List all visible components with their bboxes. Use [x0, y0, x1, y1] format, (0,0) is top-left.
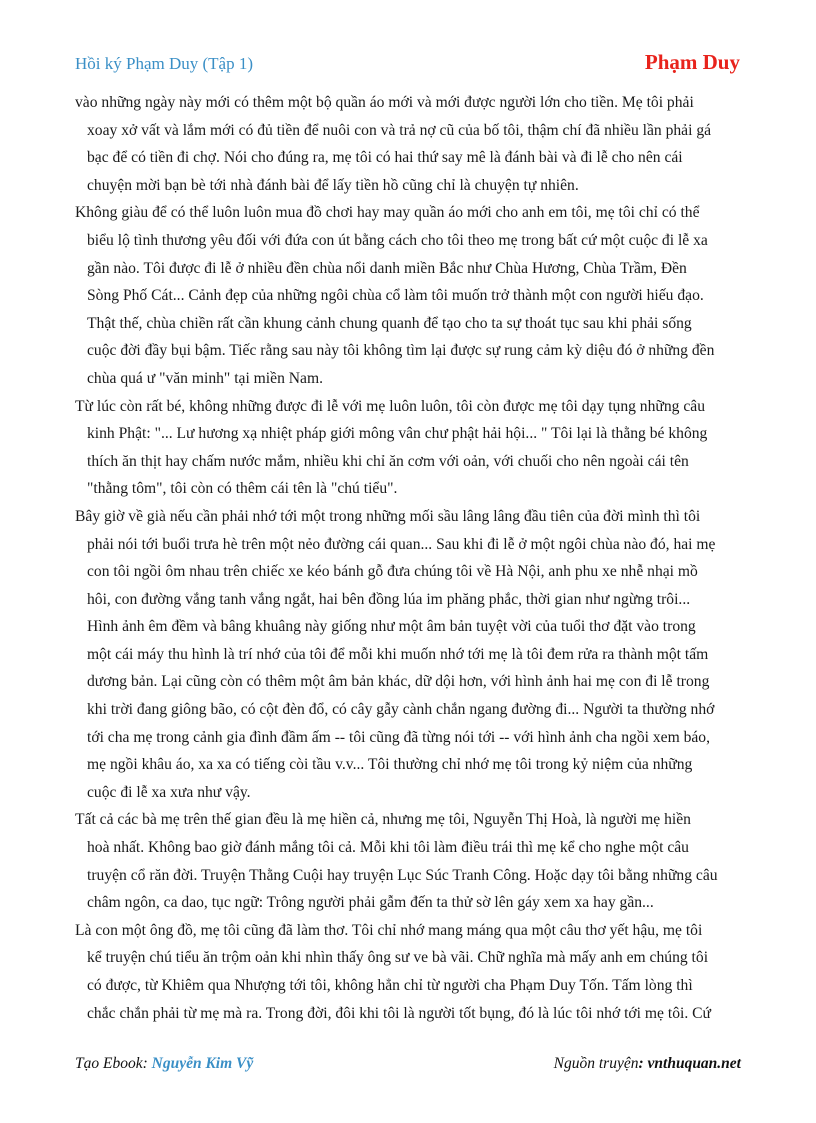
- text-line: Thật thế, chùa chiền rất cần khung cảnh chung quanh để tạo cho ta sự thoát tục sau khi phải sống: [87, 314, 692, 332]
- text-line: khi trời đang giông bão, có cột đèn đổ, có cây gẫy cành chắn ngang đường đi... Người ta thường nhớ: [87, 701, 715, 719]
- text-line: kể truyện chú tiểu ăn trộm oản khi nhìn thấy ông sư ve bà vãi. Chữ nghĩa mà mấy anh em chúng tôi: [87, 949, 709, 967]
- text-line: Sòng Phố Cát... Cảnh đẹp của những ngôi chùa cổ làm tôi muốn trở thành một con người hiếu đạo.: [87, 287, 704, 305]
- text-line: Từ lúc còn rất bé, không những được đi lễ với mẹ luôn luôn, tôi còn được mẹ tôi dạy tụng những câu: [75, 397, 705, 415]
- page-header: [75, 50, 740, 76]
- text-line: Tất cả các bà mẹ trên thế gian đều là mẹ hiền cả, nhưng mẹ tôi, Nguyễn Thị Hoà, là người mẹ hiền: [75, 811, 691, 829]
- text-line: xoay xở vất và lắm mới có đủ tiền để nuôi con và trả nợ cũ của bố tôi, thậm chí đã nhiều lần phải gá: [87, 121, 712, 139]
- paragraph: [75, 503, 741, 807]
- ebook-label: Tạo Ebook: [75, 1055, 143, 1072]
- text-line: vào những ngày này mới có thêm một bộ quần áo mới và mới được người lớn cho tiền. Mẹ tôi phải: [75, 94, 694, 111]
- source-site: vnthuquan.net: [647, 1055, 741, 1072]
- text-line: Bây giờ về già nếu cần phải nhớ tới một trong những mối sầu lâng lâng đầu tiên của đời mình thì tôi: [75, 507, 701, 525]
- text-line: mẹ ngồi khâu áo, xa xa có tiếng còi tầu v.v... Tôi thường chỉ nhớ mẹ tôi trong kỷ niệm của những: [87, 756, 693, 774]
- text-line: Là con một ông đồ, mẹ tôi cũng đã làm thơ. Tôi chỉ nhớ mang máng qua một câu thơ yết hậu, mẹ tôi: [75, 921, 703, 939]
- text-line: chắc chắn phải từ mẹ mà ra. Trong đời, đôi khi tôi là người tốt bụng, đó là lúc tôi nhớ tới mẹ tôi. Cứ: [87, 1004, 711, 1022]
- text-line: Không giàu để có thể luôn luôn mua đồ chơi hay may quần áo mới cho anh em tôi, mẹ tôi chỉ có thể: [75, 204, 700, 222]
- body-text: [75, 89, 741, 1027]
- paragraph: [75, 806, 741, 916]
- text-line: chuyện mời bạn bè tới nhà đánh bài để lấy tiền hồ cũng chỉ là chuyện tự nhiên.: [87, 176, 579, 194]
- text-line: bạc để có tiền đi chợ. Nói cho đúng ra, mẹ tôi có hai thứ say mê là đánh bài và đi lễ cho nên cái: [87, 149, 683, 167]
- paragraph: [75, 393, 741, 503]
- text-line: "thằng tôm", tôi còn có thêm cái tên là "chú tiểu".: [87, 480, 398, 498]
- text-line: thích ăn thịt hay chấm nước mắm, nhiều khi chỉ ăn cơm với oản, với chuối cho nên ngoài cái tên: [87, 452, 689, 470]
- text-line: một cái máy thu hình là trí nhớ của tôi để mỗi khi muốn nhớ tới mẹ là tôi đem rửa ra thành một tấm: [87, 645, 709, 663]
- paragraph: [75, 199, 741, 392]
- book-title: Hồi ký Phạm Duy (Tập 1): [75, 54, 254, 73]
- text-line: kinh Phật: "... Lư hương xạ nhiệt pháp giới mông vân chư phật hải hội... " Tôi lại là thằng bé không: [87, 425, 708, 443]
- text-line: cuộc đời đầy bụi bậm. Tiếc rằng sau này tôi không tìm lại được sự rung cảm kỳ diệu đó ở những đền: [87, 342, 715, 360]
- text-line: tới cha mẹ trong cảnh gia đình đầm ấm -- tôi cũng đã từng nói tới -- với hình ảnh cha ngồi xem báo,: [87, 728, 711, 746]
- text-line: chùa quá ư "văn minh" tại miền Nam.: [87, 369, 323, 387]
- text-line: có được, từ Khiêm qua Nhượng tới tôi, không hẳn chỉ từ người cha Phạm Duy Tốn. Tấm lòng thì: [87, 977, 693, 994]
- ebook-credit: Tạo Ebook: Nguyễn Kim Vỹ: [75, 1055, 254, 1072]
- text-line: phải nói tới buổi trưa hè trên một nẻo đường cái quan... Sau khi đi lễ ở một ngôi chùa nào đó, hai mẹ: [87, 535, 716, 553]
- text-line: Hình ảnh êm đềm và bâng khuâng này giống như một âm bản tuyệt vời của tuổi thơ đặt vào trong: [87, 618, 696, 636]
- paragraph: [75, 917, 741, 1027]
- text-line: cuộc đi lễ xa xưa như vậy.: [87, 783, 251, 801]
- text-line: gần nào. Tôi được đi lễ ở nhiều đền chùa nổi danh miền Bắc như Chùa Hương, Chùa Trầm, Đền: [87, 259, 687, 277]
- paragraph: [75, 89, 741, 199]
- book-author: Phạm Duy: [644, 50, 740, 74]
- source-credit: Nguồn truyện: vnthuquan.net: [553, 1055, 741, 1072]
- ebook-creator-name: Nguyễn Kim Vỹ: [151, 1055, 254, 1072]
- page-footer: [75, 1055, 741, 1077]
- text-line: hoà nhất. Không bao giờ đánh mắng tôi cả. Mỗi khi tôi làm điều trái thì mẹ kể cho nghe một câu: [87, 839, 689, 857]
- text-line: con tôi ngồi ôm nhau trên chiếc xe kéo bánh gỗ đưa chúng tôi về Hà Nội, anh phu xe nhễ nhại mồ: [87, 563, 698, 581]
- text-line: châm ngôn, ca dao, tục ngữ: Trông người phải gẫm đến ta thử sờ lên gáy xem xa hay gần...: [87, 894, 654, 912]
- text-line: biểu lộ tình thương yêu đối với đứa con út bằng cách cho tôi theo mẹ trong bất cứ một cuộc đi lễ xa: [87, 231, 708, 249]
- text-line: hôi, con đường vắng tanh vắng ngắt, hai bên đồng lúa im phăng phắc, thời gian như ngừng trôi...: [87, 590, 691, 608]
- text-line: dương bản. Lại cũng còn có thêm một âm bản khác, dữ dội hơn, với hình ảnh hai mẹ con đi lễ trong: [87, 673, 710, 691]
- source-label: Nguồn truyện: [553, 1055, 639, 1072]
- text-line: truyện cổ răn đời. Truyện Thằng Cuội hay truyện Lục Súc Tranh Công. Hoặc dạy tôi bằng những câu: [87, 866, 718, 884]
